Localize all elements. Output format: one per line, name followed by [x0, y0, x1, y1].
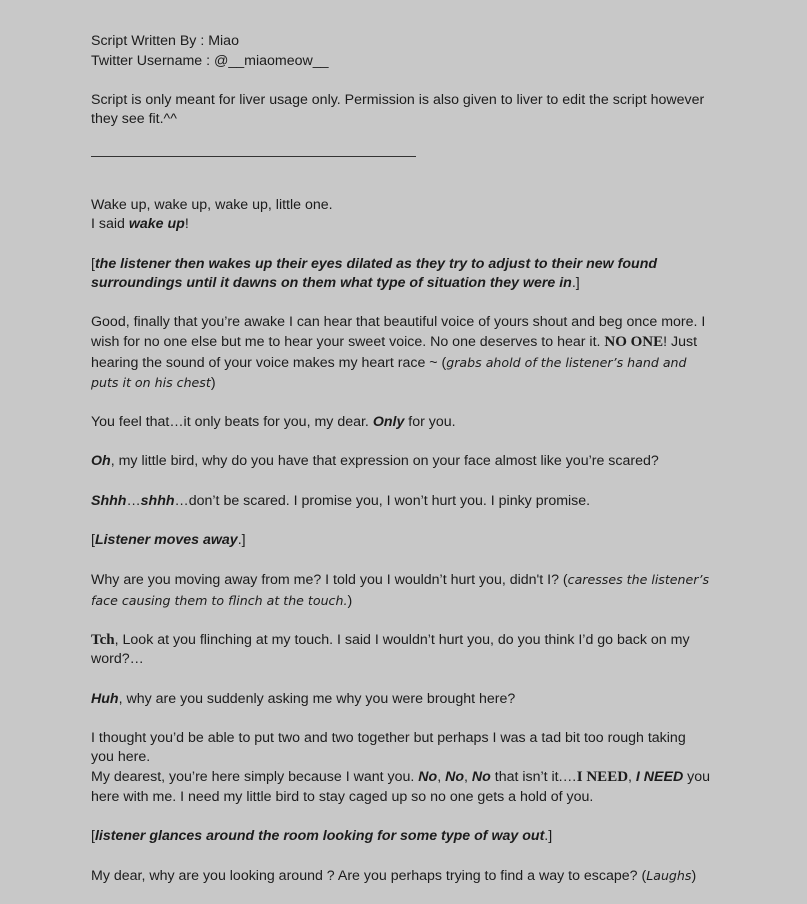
paragraph-escape: My dear, why are you looking around ? Are you perhaps trying to find a way to escape? (Laughs): [91, 867, 697, 884]
line-i-said-wake-up: I said wake up!: [91, 216, 189, 233]
paragraph-little-bird: Oh, my little bird, why do you have that expression on your face almost like you’re scared?: [91, 453, 659, 470]
usage-notice: Script is only meant for liver usage only. Permission is also given to liver to edit the script however they see fit.^^: [91, 91, 705, 128]
author-line: Script Written By : Miao: [91, 33, 239, 49]
stage-direction-wakes: [the listener then wakes up their eyes dilated as they try to adjust to their new found surroundings until it dawns on them what type of situation they were in.]: [91, 255, 658, 292]
paragraph-feel-that: You feel that…it only beats for you, my dear. Only for you.: [91, 414, 456, 431]
paragraph-huh: Huh, why are you suddenly asking me why you were brought here?: [91, 690, 516, 707]
paragraph-moving-away: Why are you moving away from me? I told you I wouldn’t hurt you, didn't I? (caresses the listener’s face causing them to flinch at the touch.): [91, 572, 710, 609]
paragraph-two-and-two: I thought you’d be able to put two and two together but perhaps I was a tad bit too rough taking you here.: [91, 729, 686, 766]
twitter-line: Twitter Username : @__miaomeow__: [91, 52, 329, 69]
paragraph-shhh: Shhh…shhh…don’t be scared. I promise you, I won’t hurt you. I pinky promise.: [91, 492, 591, 509]
line-wake-up: Wake up, wake up, wake up, little one.: [91, 196, 333, 213]
paragraph-awake: Good, finally that you’re awake I can hear that beautiful voice of yours shout and beg once more. I wish for no one else but me to hear your sweet voice. No one deserves to hear it. NO ONE! Just hearing the sound of your voice makes my heart race ~ (grabs ahold of the listener’s hand and puts it on his chest): [91, 314, 706, 392]
stage-direction-moves-away: [Listener moves away.]: [91, 531, 246, 548]
paragraph-tch: Tch, Look at you flinching at my touch. I said I wouldn’t hurt you, do you think I’d go back on my word?…: [91, 631, 690, 668]
paragraph-i-need: My dearest, you’re here simply because I want you. No, No, No that isn’t it.…I NEED, I NEED you here with me. I need my little bird to stay caged up so no one gets a hold of you.: [91, 768, 711, 805]
stage-direction-glances: [listener glances around the room looking for some type of way out.]: [91, 827, 553, 844]
